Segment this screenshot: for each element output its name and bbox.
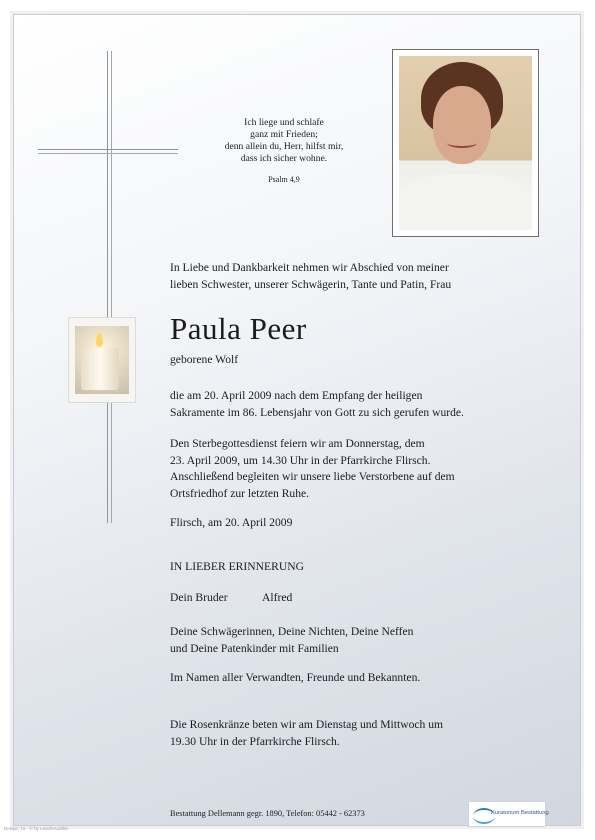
intro-line: In Liebe und Dankbarkeit nehmen wir Abschied von meiner xyxy=(170,261,449,274)
death-notice-line: die am 20. April 2009 nach dem Empfang der heiligen xyxy=(170,389,423,402)
verse-line: ganz mit Frieden; xyxy=(250,129,318,140)
family-mourners xyxy=(170,624,560,657)
undertaker-info: Bestattung Dellemann gegr. 1890, Telefon: 05442 - 62373 xyxy=(170,809,365,818)
portrait-clothing xyxy=(399,174,532,230)
cross-horizontal-line xyxy=(38,149,178,150)
deceased-name: Paula Peer xyxy=(170,311,307,346)
death-notice xyxy=(170,388,560,421)
death-notice-line: Sakramente im 86. Lebensjahr von Gott zu sich gerufen wurde. xyxy=(170,405,464,419)
memorial-heading: IN LIEBER ERINNERUNG xyxy=(170,560,304,573)
intro-text xyxy=(170,259,550,293)
intro-line: lieben Schwester, unserer Schwägerin, Tante und Patin, Frau xyxy=(170,278,452,291)
portrait-smile xyxy=(447,138,477,148)
rosary-line: 19.30 Uhr in der Pfarrkirche Flirsch. xyxy=(170,734,340,748)
family-line: und Deine Patenkinder mit Familien xyxy=(170,641,339,655)
candle-icon xyxy=(68,317,136,403)
portrait-photo xyxy=(392,49,539,237)
obituary-card xyxy=(13,14,581,826)
cross-vertical-line xyxy=(107,51,108,523)
service-info xyxy=(170,436,560,502)
verse-line: dass ich sicher wohne. xyxy=(240,153,328,164)
brother-name: Alfred xyxy=(262,591,293,604)
bible-verse xyxy=(204,117,364,165)
candle-body xyxy=(81,348,119,390)
kuratorium-logo-icon xyxy=(468,801,549,827)
service-line: Anschließend begleiten wir unsere liebe Verstorbene auf dem xyxy=(170,470,455,483)
portrait-face xyxy=(433,86,491,164)
cross-vertical-line-inner xyxy=(111,51,112,523)
portrait-image xyxy=(399,56,532,230)
candle-flame xyxy=(96,333,103,347)
maiden-name: geborene Wolf xyxy=(170,353,239,366)
cross-horizontal-line-inner xyxy=(38,153,178,154)
service-line: Den Sterbegottesdienst feiern wir am Donnerstag, dem xyxy=(170,437,425,450)
design-credit: Design: 15 - © by LeachtAusflex xyxy=(4,826,69,831)
service-line: 23. April 2009, um 14.30 Uhr in der Pfarrkirche Flirsch. xyxy=(170,453,431,467)
other-mourners: Im Namen aller Verwandten, Freunde und Bekannten. xyxy=(170,671,421,684)
verse-reference: Psalm 4,9 xyxy=(268,175,300,184)
verse-line: denn allein du, Herr, hilfst mir, xyxy=(224,141,344,152)
brother-label: Dein Bruder xyxy=(170,591,228,604)
place-date: Flirsch, am 20. April 2009 xyxy=(170,516,293,529)
verse-line: Ich liege und schlafe xyxy=(244,117,324,128)
service-line: Ortsfriedhof zur letzten Ruhe. xyxy=(170,486,310,500)
rosary-info xyxy=(170,717,560,750)
rosary-line: Die Rosenkränze beten wir am Dienstag und Mittwoch um xyxy=(170,718,444,731)
logo-text: Kuratorium Bestattung xyxy=(491,810,549,816)
family-line: Deine Schwägerinnen, Deine Nichten, Deine Neffen xyxy=(170,625,414,638)
